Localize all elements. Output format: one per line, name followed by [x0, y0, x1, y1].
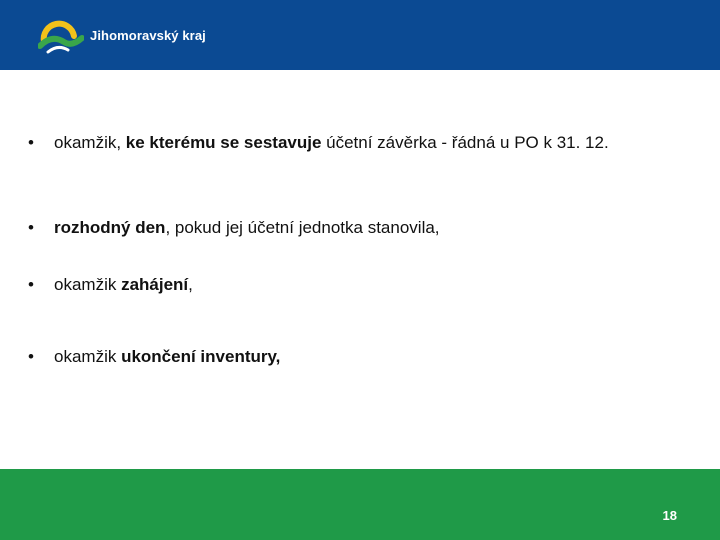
list-item — [26, 131, 674, 154]
text-run-bold: ke kterému se sestavuje — [125, 133, 322, 152]
text-run-bold: rozhodný den — [54, 218, 166, 237]
bullet-marker: • — [28, 218, 34, 237]
text-run-bold: zahájení — [121, 275, 189, 294]
text-run: okamžik — [54, 347, 122, 366]
text-run: účetní závěrka - řádná u PO k 31. 12. — [321, 133, 609, 152]
bullet-text — [54, 275, 193, 294]
text-run: , pokud jej účetní jednotka stanovila, — [165, 218, 440, 237]
header-bar — [0, 0, 720, 70]
bullet-marker: • — [28, 275, 34, 294]
text-run: okamžik — [54, 275, 122, 294]
brand-name: Jihomoravský kraj — [90, 27, 206, 43]
text-run: , — [188, 275, 193, 294]
list-item — [26, 273, 674, 296]
bullet-marker: • — [28, 133, 34, 152]
jihomoravsky-kraj-logo-icon — [38, 16, 84, 54]
bullet-text — [54, 133, 609, 152]
text-run: okamžik, — [54, 133, 126, 152]
page-number: 18 — [662, 508, 677, 523]
bullet-text — [54, 347, 280, 366]
bullet-text — [54, 218, 440, 237]
text-run-bold: ukončení inventury, — [121, 347, 281, 366]
list-item — [26, 216, 674, 239]
bullet-marker: • — [28, 347, 34, 366]
brand-logo — [38, 16, 206, 54]
footer-bar — [0, 469, 720, 540]
list-item — [26, 345, 674, 368]
